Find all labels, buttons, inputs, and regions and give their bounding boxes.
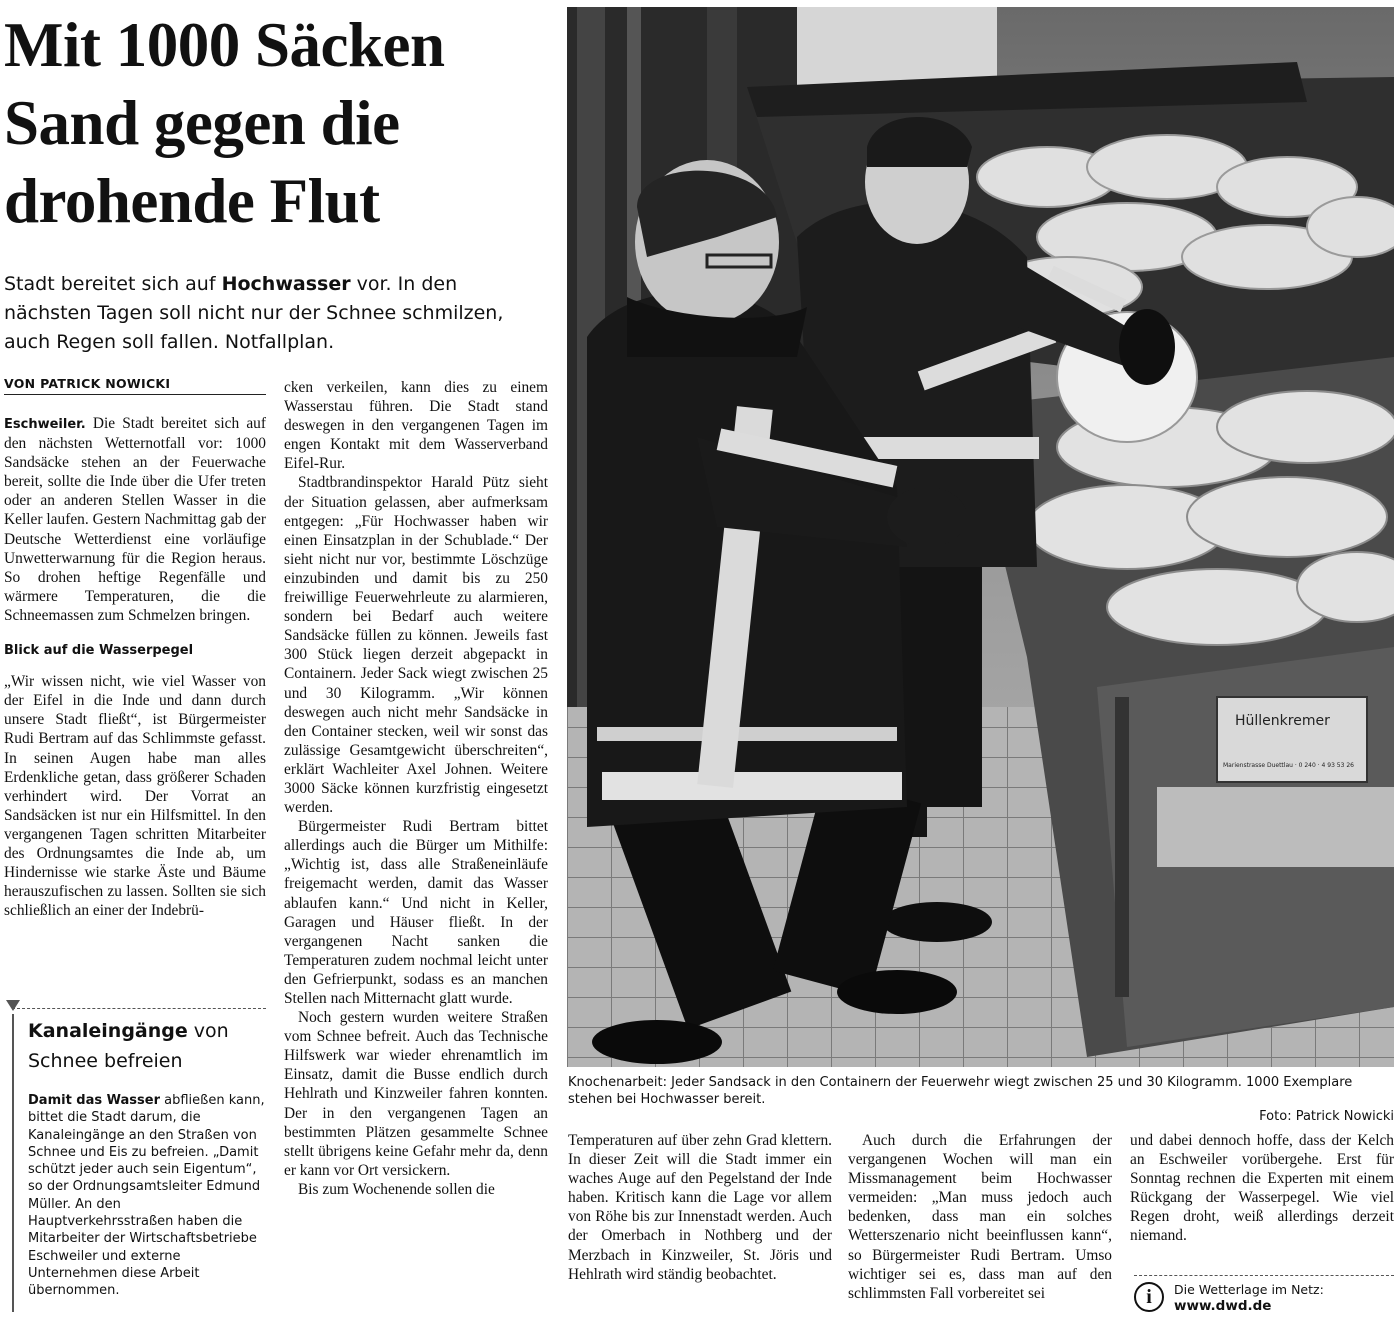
section-subheading: Blick auf die Wasserpegel xyxy=(4,643,194,659)
container-phone: Marienstrasse Duettlau · 0 240 · 4 93 53 26 xyxy=(1223,762,1354,769)
photo-credit: Foto: Patrick Nowicki xyxy=(1259,1109,1394,1124)
web-link-label: Die Wetterlage im Netz: xyxy=(1174,1282,1324,1297)
caption-text: Knochenarbeit: Jeder Sandsack in den Containern der Feuerwehr wiegt zwischen 25 und 30 Kilogramm. 1000 Exemplare stehen bei Hochwasser bereit. xyxy=(568,1075,1353,1107)
paragraph: Temperaturen auf über zehn Grad klettern. In dieser Zeit will die Stadt immer ein waches Auge auf den Pegelstand der Inde haben. Kritisch kann die Lage vor allem von Röhe bis zur Innenstadt werden. Auch der Omerbach in Nothberg und der Merzbach in Kinzweiler, St. Jöris und Hehlrath wird ständig beobachtet. xyxy=(568,1132,832,1283)
headline: Mit 1000 Säcken Sand gegen die drohende Flut xyxy=(4,10,445,236)
article-column-4 xyxy=(848,1131,1112,1303)
container-label: Hüllenkremer xyxy=(1235,713,1330,729)
web-link-url[interactable]: www.dwd.de xyxy=(1174,1298,1272,1314)
web-link-box xyxy=(1134,1275,1394,1314)
paragraph: „Wir wissen nicht, wie viel Wasser von der Eifel in die Inde und dann durch unsere Stadt fließt“, ist Bürgermeister Rudi Bertram auf das Schlimmste gefasst. In seinen Augen habe man alles Erdenkliche getan, dass größerer Schaden verhindert wird. Der Vorrat an Sandsäcken ist nur ein Hilfsmittel. In den vergangenen Tagen schritten Mitarbeiter des Ordnungsamtes die Inde ab, um Hindernisse wie starke Äste und Bäume herauszufischen zu lassen. Sollten sie sich schließlich an einer der Indebrü- xyxy=(4,673,266,920)
paragraph: Bürgermeister Rudi Bertram bittet allerdings auch die Bürger um Mithilfe: „Wichtig ist, dass alle Straßeneinläufe freigemacht werden, damit das Wasser ablaufen kann.“ Und nicht in Keller, Garagen und Häuser fließt. In der vergangenen Nacht sanken die Temperaturen zudem nochmal leicht unter den Gefrierpunkt, sodass es an manchen Stellen nach Mitternacht glatt wurde. xyxy=(284,818,548,1007)
info-box-title: Kanaleingänge von Schnee befreien xyxy=(28,1020,229,1072)
triangle-marker-icon xyxy=(6,1000,20,1011)
article-column-5 xyxy=(1130,1131,1394,1246)
info-icon: i xyxy=(1134,1282,1164,1312)
article-column-1: Eschweiler. Die Stadt bereitet sich auf den nächsten Wetternotfall vor: 1000 Sandsäcke stehen an der Feuerwache bereit, sollte die Inde über die Ufer treten oder an anderen Stellen Wasser in die Keller laufen. Gestern Nachmittag gab der Deutsche Wetterdienst eine vorläufige Unwetterwarnung für die Region heraus. So drohen heftige Regenfälle und wärmere Temperaturen, die die Schneemassen zum Schmelzen bringen. Blick auf die Wasserpegel „Wir wissen nicht, wie viel Wasser von der Eifel in die Inde und dann durch unsere Stadt fließt“, ist Bürgermeister Rudi Bertram auf das Schlimmste gefasst. In seinen Augen habe man alles Erdenkliche getan, dass größerer Schaden verhindert wird. Der Vorrat an Sandsäcken ist nur ein Hilfsmittel. In den vergangenen Tagen schritten Mitarbeiter des Ordnungsamtes die Inde ab, um Hindernisse wie starke Äste und Bäume herauszufischen zu lassen. Sollten sie sich schließlich an einer der Indebrü- xyxy=(4,415,266,920)
article-column-2 xyxy=(284,378,548,1199)
paragraph: Noch gestern wurden weitere Straßen vom Schnee befreit. Auch das Technische Hilfswerk war wieder ehrenamtlich im Einsatz, damit die Busse endlich durch Hehlrath und Kinzweiler fahren konnten. Der in den vergangenen Tagen an bestimmten Plätzen gesammelte Schnee stellt übrigens keine Gefahr mehr da, denn er kann vor Ort versickern. xyxy=(284,1009,548,1179)
article-column-3 xyxy=(568,1131,832,1284)
byline: VON PATRICK NOWICKI xyxy=(4,376,266,395)
info-box-bar xyxy=(12,1014,14,1312)
paragraph: Stadtbrandinspektor Harald Pütz sieht der Situation gelassen, aber aufmerksam entgegen: „Für Hochwasser haben wir einen Einsatzplan in der Schublade.“ Der sieht nicht nur vor, bestimmte Löschzüge einzubinden und damit bis zu 250 freiwillige Feuerwehrleute zu alarmieren, sondern bei Bedarf auch weitere Sandsäcke füllen zu können. Jeweils fast 300 Stück liegen derzeit abgepackt in Containern. Jeder Sack wiegt zwischen 25 und 30 Kilogramm. „Wir können deswegen auch nicht mehr Sandsäcke in den Container stecken, weil wir sonst das zulässige Gesamtgewicht überschreiten“, erklärt Wachleiter Axel Johnen. Weitere 3000 Säcke können kurzfristig eingesetzt werden. xyxy=(284,474,548,817)
paragraph: Auch durch die Erfahrungen der vergangenen Wochen will man ein Missmanagement beim Hochwasser vermeiden: „Man muss jedoch auch bedenken, dass man ein solches Wetterszenario nicht beeinflussen kann“, so Bürgermeister Rudi Bertram. Umso wichtiger sei es, dass man auf den schlimmsten Fall vorbereitet sei xyxy=(848,1132,1112,1302)
dateline: Eschweiler. xyxy=(4,417,86,432)
info-box-divider xyxy=(12,1008,266,1009)
photo-caption xyxy=(568,1074,1394,1125)
info-box-body: Damit das Wasser abfließen kann, bittet die Stadt darum, die Kanaleingänge an den Straßen von Schnee und Eis zu befreien. „Damit schützt jeder auch sein Eigentum“, so der Ordnungsamtsleiter Edmund Müller. An den Hauptverkehrsstraßen haben die Mitarbeiter der Wirtschaftsbetriebe Eschweiler und externe Unternehmen diese Arbeit übernommen. xyxy=(28,1093,265,1299)
paragraph: cken verkeilen, kann dies zu einem Wasserstau führen. Die Stadt stand deswegen in den vergangenen Tagen im engen Kontakt mit dem Wasserverband Eifel-Rur. xyxy=(284,379,548,473)
subheadline: Stadt bereitet sich auf Hochwasser vor. In den nächsten Tagen soll nicht nur der Schnee schmilzen, auch Regen soll fallen. Notfallplan. xyxy=(4,273,504,353)
article-photo xyxy=(567,7,1394,1067)
paragraph: Bis zum Wochenende sollen die xyxy=(298,1180,495,1198)
paragraph: und dabei dennoch hoffe, dass der Kelch an Eschweiler vorübergehe. Erst für Sonntag rechnen die Experten mit einem Rückgang der Wasserpegel. Wie viel Regen droht, weiß allerdings derzeit niemand. xyxy=(1130,1132,1394,1245)
